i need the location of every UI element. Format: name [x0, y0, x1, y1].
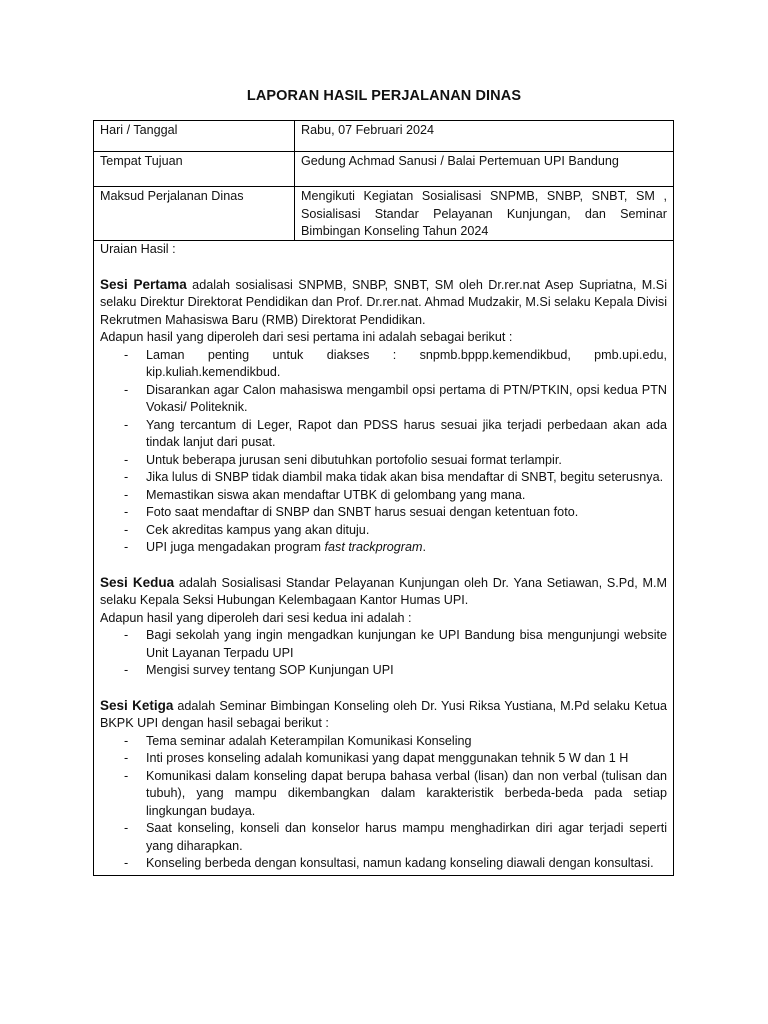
row-destination: [94, 152, 673, 187]
list-item: - Komunikasi dalam konseling dapat berupa bahasa verbal (lisan) dan non verbal (tulisan dan tubuh), yang mampu dikembangkan dalam karakteristik berbeda-beda pada setiap lingkungan budaya.: [100, 768, 667, 821]
list-item: [100, 539, 667, 557]
results-section: [94, 241, 673, 875]
results-label: Uraian Hasil :: [100, 242, 176, 256]
item-prefix: UPI juga mengadakan program: [146, 540, 325, 554]
purpose-value: Mengikuti Kegiatan Sosialisasi SNPMB, SNBP, SNBT, SM , Sosialisasi Standar Pelayanan Kunjungan, dan Seminar Bimbingan Konseling Tahun 2024: [301, 189, 667, 238]
list-item: - Mengisi survey tentang SOP Kunjungan UPI: [100, 662, 667, 680]
session-1-text: adalah sosialisasi SNPMB, SNBP, SNBT, SM oleh Dr.rer.nat Asep Supriatna, M.Si selaku Direktur Direktorat Pendidikan dan Prof. Dr.rer.nat. Ahmad Mudzakir, M.Si selaku Kepala Divisi Rekrutmen Mahasiswa Baru (RMB) Direktorat Pendidikan.: [100, 277, 667, 327]
list-item: - Jika lulus di SNBP tidak diambil maka tidak akan bisa mendaftar di SNBT, begitu seterusnya.: [100, 469, 667, 487]
session-2-heading: Sesi Kedua: [100, 574, 175, 590]
session-3-paragraph: [100, 697, 667, 733]
session-2-paragraph: [100, 574, 667, 610]
list-item: - Disarankan agar Calon mahasiswa mengambil opsi pertama di PTN/PTKIN, opsi kedua PTN Vokasi/ Politeknik.: [100, 382, 667, 417]
item-italic: fast trackprogram: [324, 540, 423, 554]
session-1-list: [100, 347, 667, 557]
session-1-intro: Adapun hasil yang diperoleh dari sesi pertama ini adalah sebagai berikut :: [100, 330, 513, 344]
list-item: - Untuk beberapa jurusan seni dibutuhkan portofolio sesuai format terlampir.: [100, 452, 667, 470]
row-purpose: [94, 187, 673, 241]
session-2-list: [100, 627, 667, 680]
session-3-text: adalah Seminar Bimbingan Konseling oleh Dr. Yusi Riksa Yustiana, M.Pd selaku Ketua BKPK UPI dengan hasil sebagai berikut :: [100, 698, 667, 730]
list-item: - Saat konseling, konseli dan konselor harus mampu menghadirkan diri agar terjadi seperti yang diharapkan.: [100, 820, 667, 855]
destination-value: Gedung Achmad Sanusi / Balai Pertemuan UPI Bandung: [301, 154, 619, 168]
list-item: - Konseling berbeda dengan konsultasi, namun kadang konseling diawali dengan konsultasi.: [100, 855, 667, 873]
session-1-heading: Sesi Pertama: [100, 276, 187, 292]
item-suffix: .: [422, 540, 426, 554]
document-title: LAPORAN HASIL PERJALANAN DINAS: [246, 88, 522, 104]
date-value: Rabu, 07 Februari 2024: [301, 123, 435, 137]
list-item: - Laman penting untuk diakses : snpmb.bppp.kemendikbud, pmb.upi.edu, kip.kuliah.kemendikbud.: [100, 347, 667, 382]
row-date: [94, 121, 673, 152]
list-item: - Memastikan siswa akan mendaftar UTBK di gelombang yang mana.: [100, 487, 667, 505]
session-2-text: adalah Sosialisasi Standar Pelayanan Kunjungan oleh Dr. Yana Setiawan, S.Pd, M.M selaku Kepala Seksi Hubungan Kelembagaan Kantor Humas UPI.: [100, 575, 667, 607]
list-item: - Inti proses konseling adalah komunikasi yang dapat menggunakan tehnik 5 W dan 1 H: [100, 750, 667, 768]
date-label: Hari / Tanggal: [94, 121, 295, 151]
session-3-list: [100, 733, 667, 873]
report-table: [93, 120, 674, 876]
session-2-intro: Adapun hasil yang diperoleh dari sesi kedua ini adalah :: [100, 610, 412, 625]
list-item: - Tema seminar adalah Keterampilan Komunikasi Konseling: [100, 733, 667, 751]
list-item: - Bagi sekolah yang ingin mengadkan kunjungan ke UPI Bandung bisa mengunjungi website Unit Layanan Terpadu UPI: [100, 627, 667, 662]
list-item: - Foto saat mendaftar di SNBP dan SNBT harus sesuai dengan ketentuan foto.: [100, 504, 667, 522]
session-1-paragraph: [100, 276, 667, 330]
session-3-heading: Sesi Ketiga: [100, 697, 174, 713]
purpose-label: Maksud Perjalanan Dinas: [94, 187, 295, 240]
destination-label: Tempat Tujuan: [94, 152, 295, 186]
list-item: - Yang tercantum di Leger, Rapot dan PDSS harus sesuai jika terjadi perbedaan akan ada tindak lanjut dari pusat.: [100, 417, 667, 452]
list-item: - Cek akreditas kampus yang akan dituju.: [100, 522, 667, 540]
